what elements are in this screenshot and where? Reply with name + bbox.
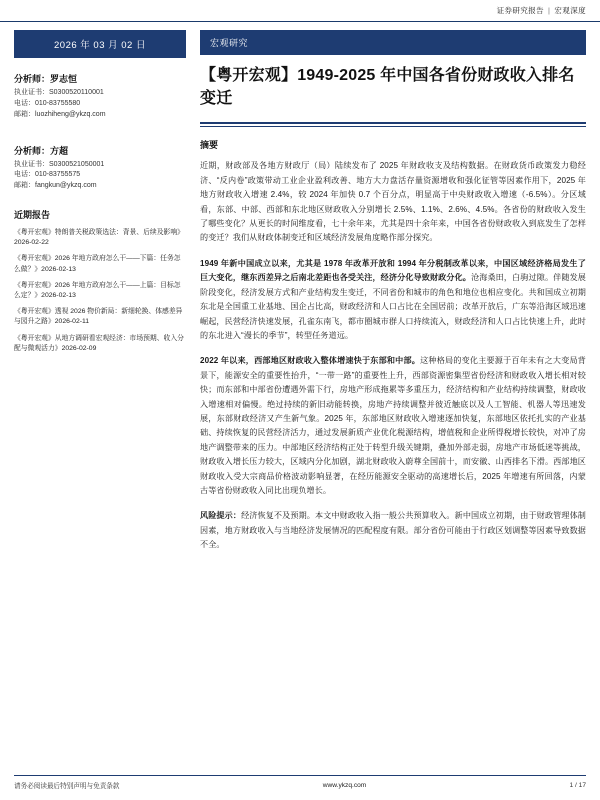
page-footer bbox=[14, 775, 586, 790]
page-title: 【粤开宏观】1949-2025 年中国各省份财政收入排名变迁 bbox=[200, 67, 575, 107]
sidebar bbox=[14, 30, 186, 360]
footer-disclaimer: 请务必阅读最后特别声明与免责条款 bbox=[14, 783, 120, 790]
paragraph-text: 近期，财政部及各地方财政厅（局）陆续发布了 2025 年财政收支及结构数据。在财政货币政策发力稳经济、“反内卷”政策带动工业企业盈利改善、地方大力盘活存量资源增收和强化征管等因素作用下，2025 年地方财政收入增速 2.4%，较 2024 年加快 0.7 个百分点，明显高于中央财政收入增速（-6.5%）。分区域看，东部、中部、西部和东北地区财政收入分别增长 2.5%、1.1%、2.6%、4.5%。各省份的财政收入发生了哪些变化？从更长的时间维度看，七十余年来，尤其是四十余年来，中国各省份财政收入到底发生了怎样的变迁？我们从财政体制变迁和区域经济发展角度略作部分探究。 bbox=[200, 161, 586, 243]
list-item[interactable]: 《粤开宏观》特朗普关税政策选法：背景、后续及影响》2026-02-22 bbox=[14, 229, 184, 247]
main-content bbox=[200, 30, 586, 564]
recent-reports-title: 近期报告 bbox=[14, 210, 51, 221]
list-item[interactable]: 《粤开宏观》2026 年地方政府怎么干——下篇：任务怎么做？》2026-02-13 bbox=[14, 255, 181, 273]
analyst-phone: 电话：010-83755575 bbox=[14, 171, 81, 179]
footer-page-number: 1 / 17 bbox=[569, 781, 586, 789]
risk-paragraph bbox=[200, 509, 586, 552]
list-item[interactable]: 《粤开宏观》透视 2026 物价新局：新细轮换、体感差异与园升之路》2026-02-11 bbox=[14, 308, 183, 326]
abstract-paragraph bbox=[200, 354, 586, 498]
paragraph-lead: 2022 年以来，西部地区财政收入整体增速快于东部和中部。 bbox=[200, 356, 421, 366]
footer-website[interactable]: www.ykzq.com bbox=[322, 781, 367, 789]
analyst-name: 分析师：方超 bbox=[14, 145, 69, 156]
analyst-cert: 执业证书：S0300520110001 bbox=[14, 89, 104, 96]
abstract-label: 摘要 bbox=[200, 140, 219, 151]
paragraph-text: 这种格局的变化主要源于百年未有之大变局背景下，能源安全的重要性抬升，“一带一路”的重要性上升，西部资源密集型省份经济和财政收入增长相对较快；而东部和中部省份遭遇外需下行，房地产形成拖累等多重压力，经济结构和产业结构持续调整，财政收入增速相对偏慢。绝过持续的新旧动能转换，房地产持续调整并彼近触底以及人工智能、机器人等迅速发展，东部财政经济又产生新气象。2025 年，东部地区财政收入增速逐加快复，东部地区依托扎实的产业基础、持续恢复的民营经济活力，通过发展新质产业优化税源结构，增值税和企业所得税增长较快，对冲了房地产调整带来的压力。中部地区经济结构正处于转型升级关键期，叠加外部走弱，房地产市场低迷等挑战，财政收入增长压力较大，区域内分化加剧，湖北财政收入蔚尊全国前十，而安徽、山西排名下滑。西部地区财政收入受大宗商品价格波动影响显著，在经历能源安全驱动的高速增长后，2025 年增速有所回落，内蒙古等省份财政收入同比出现负增长。 bbox=[200, 356, 587, 495]
title-divider bbox=[200, 122, 586, 127]
abstract-paragraph bbox=[200, 257, 586, 343]
analyst-block-1 bbox=[14, 72, 186, 121]
paragraph-lead: 1949 年新中国成立以来，尤其是 1978 年改革开放和 1994 年分税制改革以来，中国区域经济格局发生了巨大变化，继东西差异之后南北差距也各受关注，经济分化导致财政分化。 bbox=[200, 258, 586, 283]
category-banner: 宏观研究 bbox=[200, 30, 586, 55]
analyst-block-2 bbox=[14, 144, 186, 193]
paragraph-text: 沧海桑田，白驹过隙。伴随发展阶段变化，经济发展方式和产业结构发生变迁，不同省份和城市的角色和地位也相应变化。共和国成立初期东北是全国重工业基地、国企占比高，财政经济和人口占比在全国居前；改革开放后，广东等沿海区域迅速崛起，民营经济快速发展，孔雀东南飞，都市圈城市群人口持续流入，财政经济和人口占比快速上升，此时的东北进入“漫长的季节”，转型任务道远。 bbox=[200, 273, 586, 340]
analyst-phone: 电话：010-83755580 bbox=[14, 99, 81, 107]
paragraph-lead: 风险提示： bbox=[200, 511, 242, 521]
paragraph-text: 经济恢复不及预期。本文中财政收入指一般公共预算收入。新中国成立初期，由于财政管理体制因素，地方财政收入与当地经济发展情况的匹配程度有限。部分省份可能由于行政区划调整等因素导致数据不全。 bbox=[200, 511, 586, 550]
analyst-cert: 执业证书：S0300521050001 bbox=[14, 160, 105, 168]
abstract-paragraph bbox=[200, 159, 586, 245]
analyst-email: 邮箱：fangkun@ykzq.com bbox=[14, 182, 97, 190]
report-date: 2026 年 03 月 02 日 bbox=[14, 30, 186, 58]
header-separator: | bbox=[548, 6, 551, 15]
list-item[interactable]: 《粤开宏观》2026 年地方政府怎么干——上篇：目标怎么定？》2026-02-13 bbox=[14, 281, 181, 299]
header-left-tag: 证券研究报告 bbox=[496, 6, 545, 15]
analyst-name: 分析师：罗志恒 bbox=[14, 74, 78, 84]
page-header bbox=[0, 0, 600, 22]
list-item[interactable]: 《粤开宏观》从地方调研看宏观经济：市场预期、收入分配与微观活力》2026-02-09 bbox=[14, 334, 184, 352]
header-right-tag: 宏观深度 bbox=[554, 6, 586, 15]
analyst-email: 邮箱：luozhiheng@ykzq.com bbox=[14, 110, 106, 118]
